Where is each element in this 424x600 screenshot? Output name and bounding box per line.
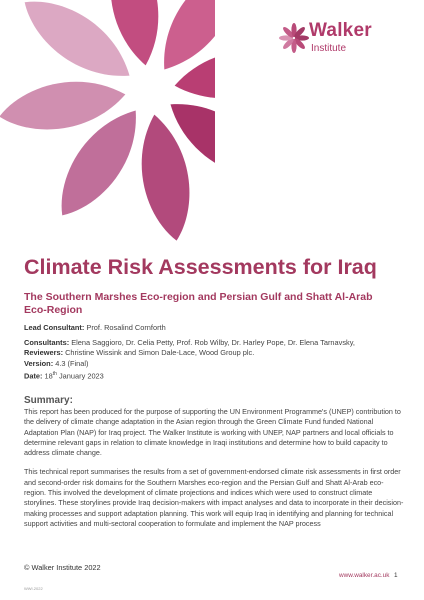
date-ordinal: th [52,371,57,378]
report-metadata [24,323,404,382]
date-day: 18 [42,371,53,381]
date-row [24,369,404,382]
petal-swirl-graphic [0,0,215,250]
summary-body [24,407,404,538]
reviewers-label: Reviewers: [24,348,64,358]
version-label: Version: [24,358,54,368]
document-code: WWI.2022 [24,586,43,591]
page-subtitle: The Southern Marshes Eco-region and Persian Gulf and Shatt Al-Arab Eco-Region [24,291,373,316]
lead-consultant-row [24,323,404,334]
page-title: Climate Risk Assessments for Iraq [24,255,377,279]
website-link[interactable]: www.walker.ac.uk [339,572,390,579]
date-rest: January 2023 [56,371,104,381]
summary-paragraph-2: This technical report summarises the results from a set of government-endorsed climate risk assessments in first order and second-order risk domains for the Southern Marshes eco-region and the Persian Gulf and Shatt Al-Arab eco-region. This involved the development of climate projections and indices which were used to construct climate storylines. These storylines provide Iraq decision-makers with impact analyses and data to incorporate in their decision-making processes and support adaptation planning. This work will equip Iraq in identifying and planning for technical support activities and multi-sectoral cooperation to formulate and implement the NAP process [24,467,404,528]
page-number: 1 [394,572,398,579]
consultants-row [24,338,404,349]
date-label: Date: [24,371,43,381]
reviewers-row [24,348,404,359]
lead-consultant-label: Lead Consultant: [24,323,85,332]
logo-name: Walker [309,20,372,41]
version-value: 4.3 (Final) [53,358,89,368]
summary-heading: Summary: [24,395,73,406]
version-row [24,359,404,370]
lead-consultant-value: Prof. Rosalind Cornforth [84,323,166,332]
summary-paragraph-1: This report has been produced for the purpose of supporting the UN Environment Programme's (UNEP) contribution to the delivery of climate change adaptation in the Asian region through the Green Climate Fund funded National Adaptation Plan (NAP) for Iraq project. The Walker Institute is working with UNEP, NAP partners and local officials to determine relevant gaps in relation to climate knowledge in Iraqi institutions and determine how to build capacity to address climate change. [24,407,401,458]
logo-subtitle: Institute [311,43,347,54]
copyright-notice: © Walker Institute 2022 [24,563,101,572]
reviewers-value: Christine Wissink and Simon Dale-Lace, Wood Group plc. [63,348,255,358]
consultants-label: Consultants: [24,337,70,347]
consultants-value: Elena Saggioro, Dr. Celia Petty, Prof. Rob Wilby, Dr. Harley Pope, Dr. Elena Tarnavsky, [69,337,355,347]
